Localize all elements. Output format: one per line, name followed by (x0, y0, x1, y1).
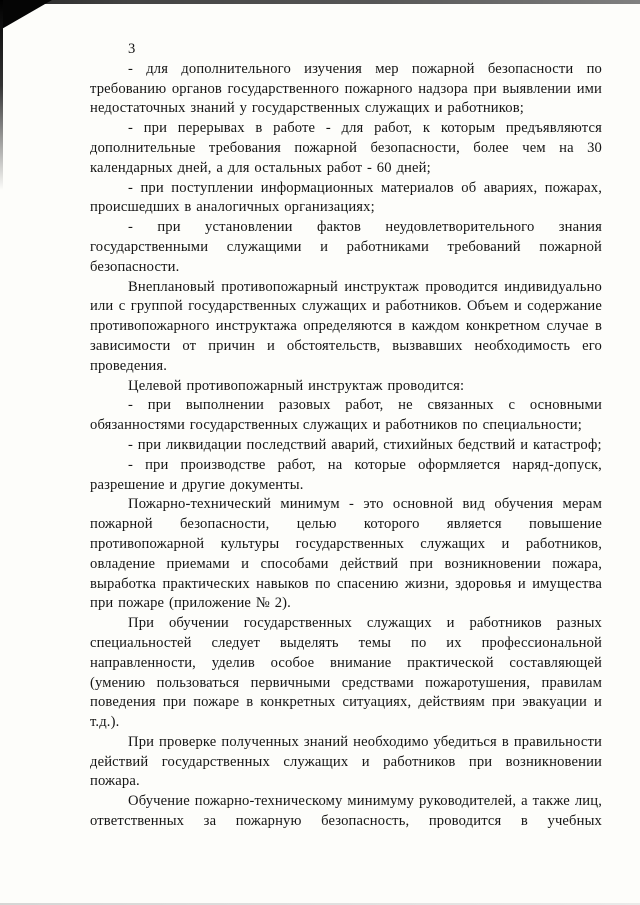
scan-artifact-top-edge (0, 0, 640, 4)
paragraph: - при поступлении информационных материалов об авариях, пожарах, происшедших в аналогичных организациях; (90, 179, 602, 216)
scan-artifact-left-edge (0, 0, 3, 190)
paragraph: - при ликвидации последствий аварий, стихийных бедствий и катастроф; (128, 436, 602, 453)
paragraph: - для дополнительного изучения мер пожарной безопасности по требованию органов государственного пожарного надзора при выявлении ими недостаточных знаний у государственных служащих и работников; (90, 60, 602, 117)
paragraph: - при установлении фактов неудовлетворительного знания государственными служащими и работниками требований пожарной безопасности. (90, 219, 602, 275)
paragraph: Целевой противопожарный инструктаж проводится: (128, 377, 465, 394)
paragraph: При проверке полученных знаний необходимо убедиться в правильности действий государственных служащих и работников при возникновении пожара. (90, 733, 602, 790)
page-number-text: 3 (128, 41, 136, 57)
paragraph: - при перерывах в работе - для работ, к которым предъявляются дополнительные требования пожарной безопасности, более чем на 30 календарных дней, а для остальных работ - 60 дней; (90, 120, 602, 176)
page-number (90, 40, 602, 60)
paragraph: - при выполнении разовых работ, не связанных с основными обязанностями государственных служащих и работников по специальности; (90, 397, 602, 434)
paragraph: При обучении государственных служащих и работников разных специальностей следует выделять темы по их профессиональной направленности, уделив особое внимание практической составляющей (умению пользоваться первичными средствами пожаротушения, правилам поведения при пожаре в конкретных ситуациях, действиям при эвакуации и т.д.). (90, 615, 602, 731)
page-content (90, 40, 602, 832)
scan-artifact-corner (0, 0, 52, 30)
paragraph: Внеплановый противопожарный инструктаж проводится индивидуально или с группой государственных служащих и работников. Объем и содержание противопожарного инструктажа определяются в каждом конкретном случае в зависимости от причин и обстоятельств, вызвавших необходимость его проведения. (90, 278, 602, 374)
paragraph: Пожарно-технический минимум - это основной вид обучения мерам пожарной безопасности, целью которого является повышение противопожарной культуры государственных служащих и работников, овладение приемами и способами действий при возникновении пожара, выработка практических навыков по спасению жизни, здоровья и имущества при пожаре (приложение № 2). (90, 496, 602, 612)
paragraph: - при производстве работ, на которые оформляется наряд-допуск, разрешение и другие документы. (90, 456, 602, 493)
paragraph: Обучение пожарно-техническому минимуму руководителей, а также лиц, ответственных за пожарную безопасность, проводится в учебных (90, 793, 602, 830)
